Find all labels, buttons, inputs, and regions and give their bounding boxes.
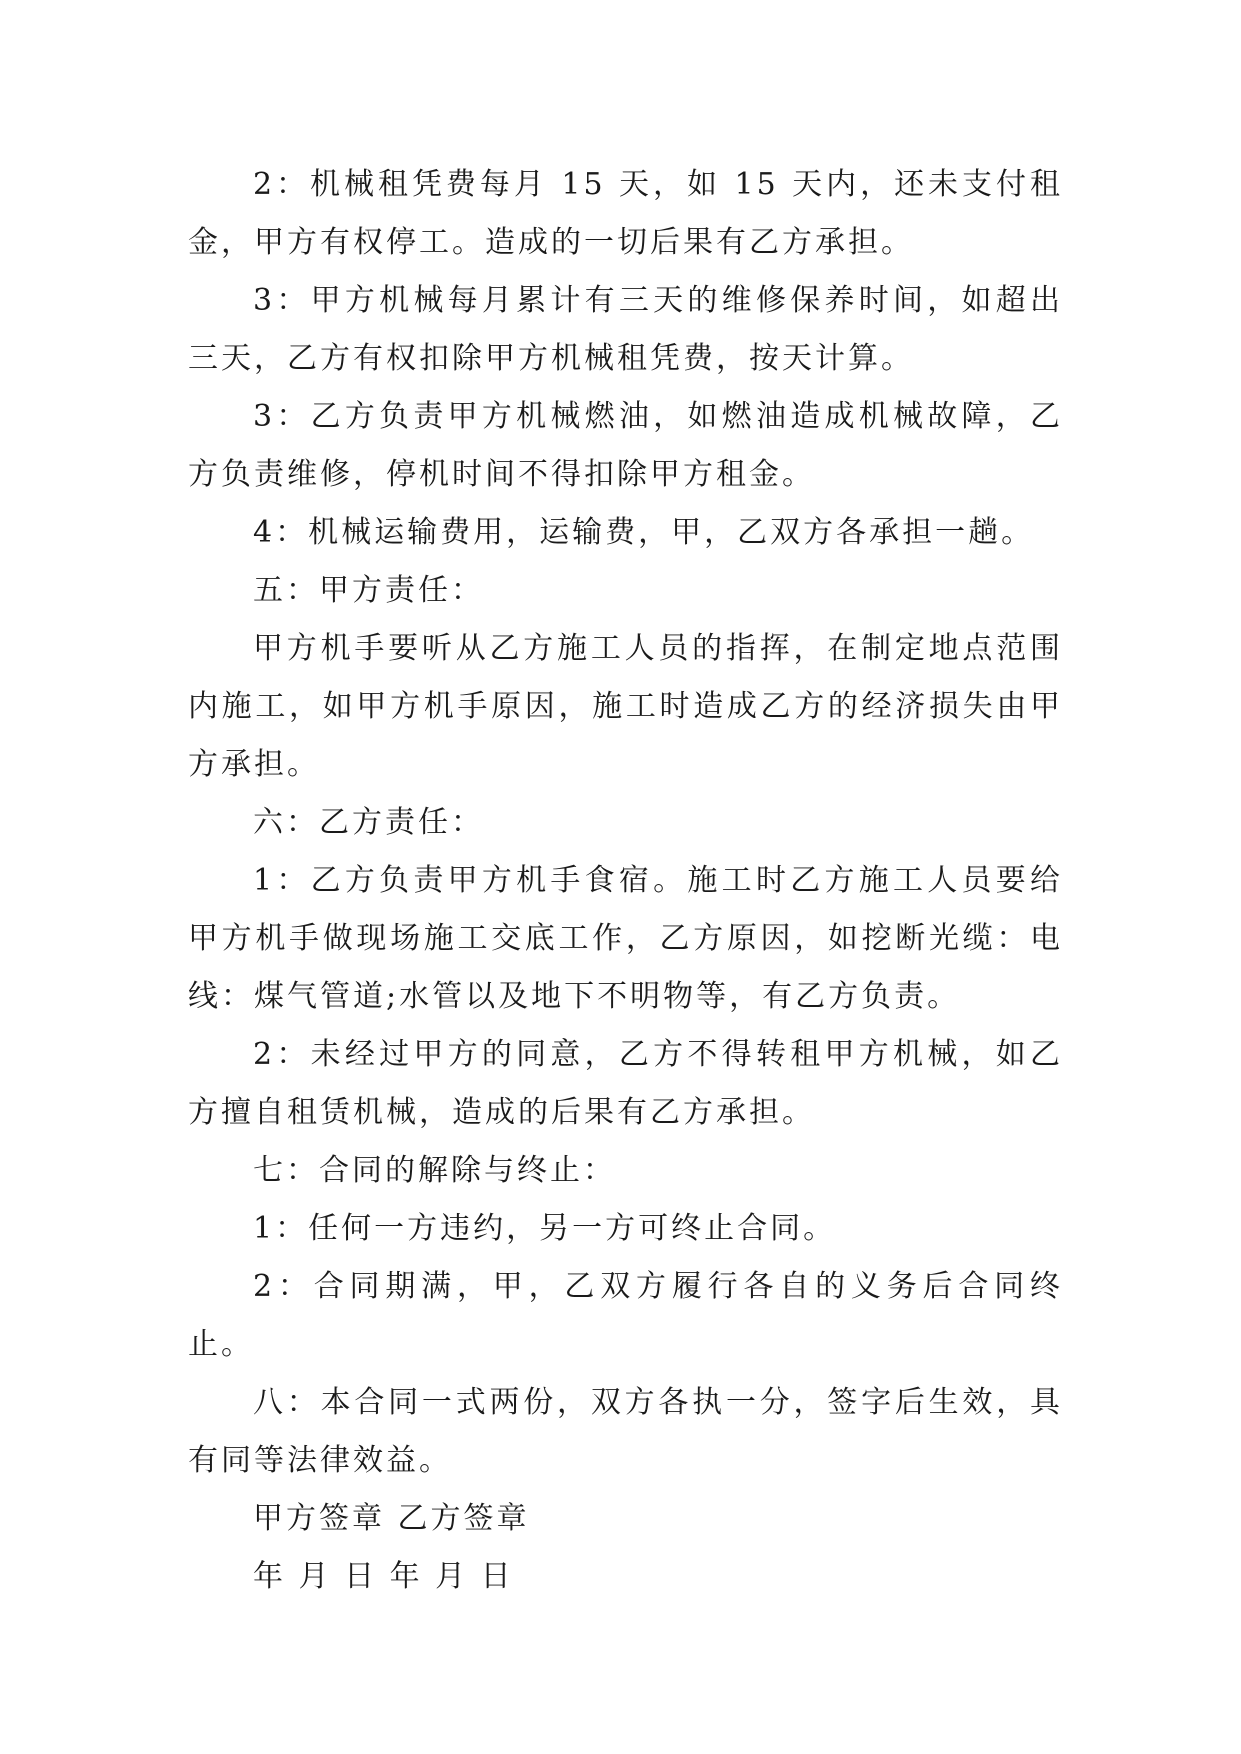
date-line: 年 月 日 年 月 日 [253, 1559, 514, 1594]
section-copies: 八：本合同一式两份，双方各执一分，签字后生效，具有同等法律效益。 [188, 1385, 1063, 1478]
party-b-duty-2: 2：未经过甲方的同意，乙方不得转租甲方机械，如乙方擅自租赁机械，造成的后果有乙方承担。 [188, 1037, 1063, 1130]
signature-line: 甲方签章 乙方签章 [253, 1501, 530, 1536]
clause-rent-payment: 2：机械租凭费每月 15 天，如 15 天内，还未支付租金，甲方有权停工。造成的一切后果有乙方承担。 [188, 167, 1063, 260]
clause-fuel: 3：乙方负责甲方机械燃油，如燃油造成机械故障，乙方负责维修，停机时间不得扣除甲方租金。 [188, 399, 1063, 492]
termination-2: 2：合同期满，甲，乙双方履行各自的义务后合同终止。 [188, 1269, 1063, 1362]
section-termination-heading: 七：合同的解除与终止： [253, 1153, 616, 1188]
termination-1: 1：任何一方违约，另一方可终止合同。 [253, 1211, 837, 1246]
clause-transport: 4：机械运输费用，运输费，甲，乙双方各承担一趟。 [253, 515, 1035, 550]
party-a-duty: 甲方机手要听从乙方施工人员的指挥，在制定地点范围内施工，如甲方机手原因，施工时造成乙方的经济损失由甲方承担。 [188, 631, 1063, 782]
clause-maintenance-time: 3：甲方机械每月累计有三天的维修保养时间，如超出三天，乙方有权扣除甲方机械租凭费，按天计算。 [188, 283, 1063, 376]
document-body [188, 156, 1063, 1606]
section-party-a-heading: 五：甲方责任： [253, 573, 484, 608]
party-b-duty-1: 1：乙方负责甲方机手食宿。施工时乙方施工人员要给甲方机手做现场施工交底工作，乙方原因，如挖断光缆：电线：煤气管道;水管以及地下不明物等，有乙方负责。 [188, 863, 1063, 1014]
section-party-b-heading: 六：乙方责任： [253, 805, 484, 840]
